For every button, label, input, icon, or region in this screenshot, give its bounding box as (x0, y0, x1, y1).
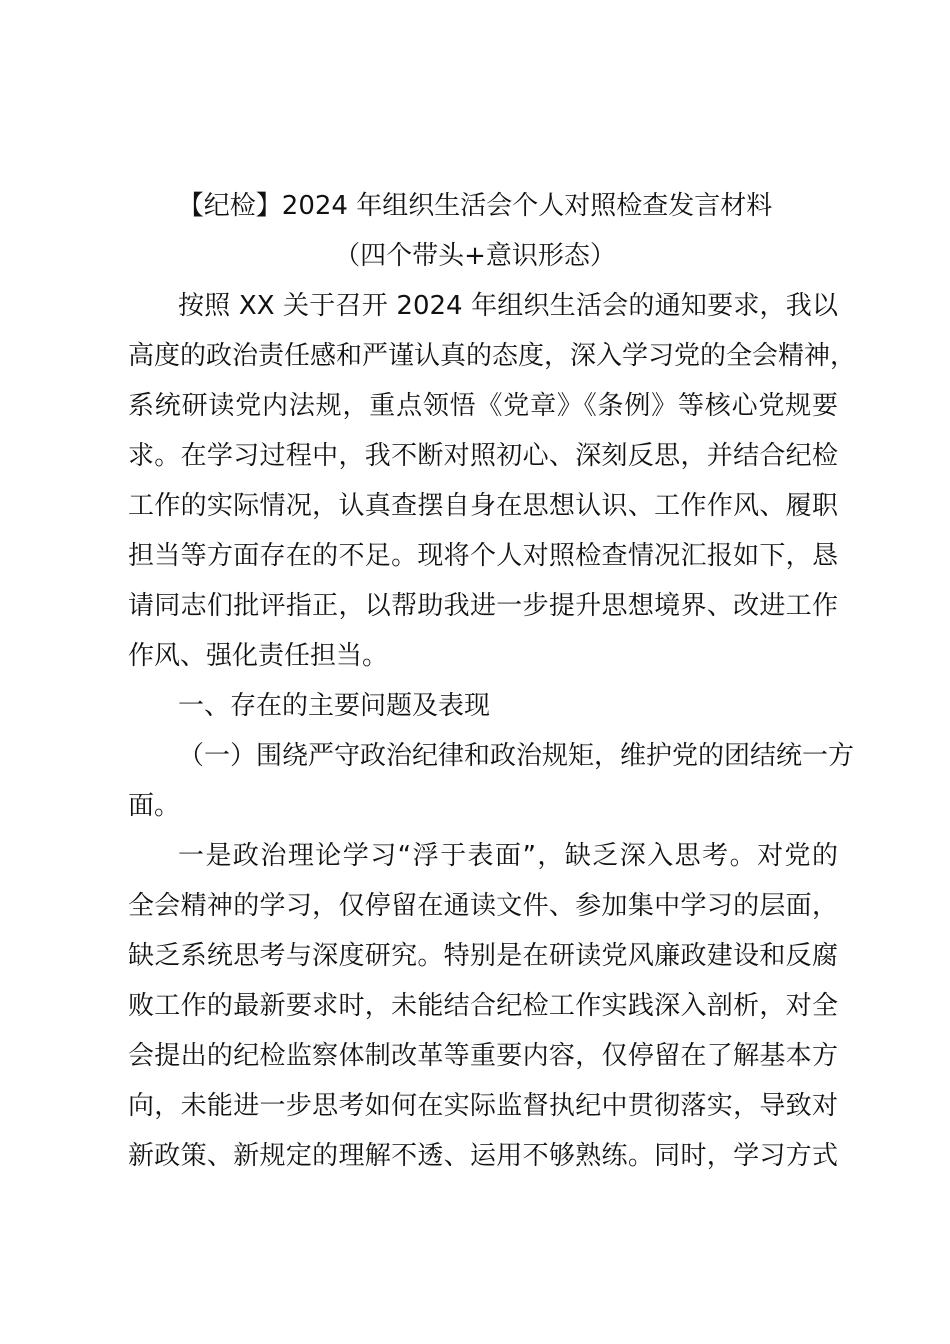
paragraph-line: 向，未能进一步思考如何在实际监督执纪中贯彻落实，导致对 (128, 1091, 838, 1121)
document-title: 【纪检】2024 年组织生活会个人对照检查发言材料 (177, 191, 773, 221)
section-heading: 一、存在的主要问题及表现 (178, 691, 491, 721)
paragraph-line: 高度的政治责任感和严谨认真的态度，深入学习党的全会精神， (128, 341, 857, 371)
paragraph-line: 求。在学习过程中，我不断对照初心、深刻反思，并结合纪检 (128, 441, 838, 471)
subsection-heading-line: 面。 (128, 791, 181, 821)
paragraph-line: 工作的实际情况，认真查摆自身在思想认识、工作作风、履职 (128, 491, 838, 521)
paragraph-line: 缺乏系统思考与深度研究。特别是在研读党风廉政建设和反腐 (128, 941, 838, 971)
paragraph-line: 一是政治理论学习“浮于表面”，缺乏深入思考。对党的 (178, 841, 838, 871)
paragraph-line: 新政策、新规定的理解不透、运用不够熟练。同时，学习方式 (128, 1141, 838, 1171)
paragraph-line: 按照 XX 关于召开 2024 年组织生活会的通知要求，我以 (178, 291, 838, 321)
paragraph-line: 会提出的纪检监察体制改革等重要内容，仅停留在了解基本方 (128, 1041, 838, 1071)
paragraph-line: 系统研读党内法规，重点领悟《党章》《条例》等核心党规要 (128, 391, 838, 421)
paragraph-line: 作风、强化责任担当。 (128, 641, 389, 671)
document-subtitle: （四个带头+意识形态） (334, 241, 616, 271)
paragraph-line: 败工作的最新要求时，未能结合纪检工作实践深入剖析，对全 (128, 991, 838, 1021)
paragraph-line: 请同志们批评指正，以帮助我进一步提升思想境界、改进工作 (128, 591, 838, 621)
paragraph-line: 担当等方面存在的不足。现将个人对照检查情况汇报如下，恳 (128, 541, 838, 571)
paragraph-line: 全会精神的学习，仅停留在通读文件、参加集中学习的层面， (128, 891, 838, 921)
subsection-heading-line: （一）围绕严守政治纪律和政治规矩，维护党的团结统一方 (178, 741, 855, 771)
